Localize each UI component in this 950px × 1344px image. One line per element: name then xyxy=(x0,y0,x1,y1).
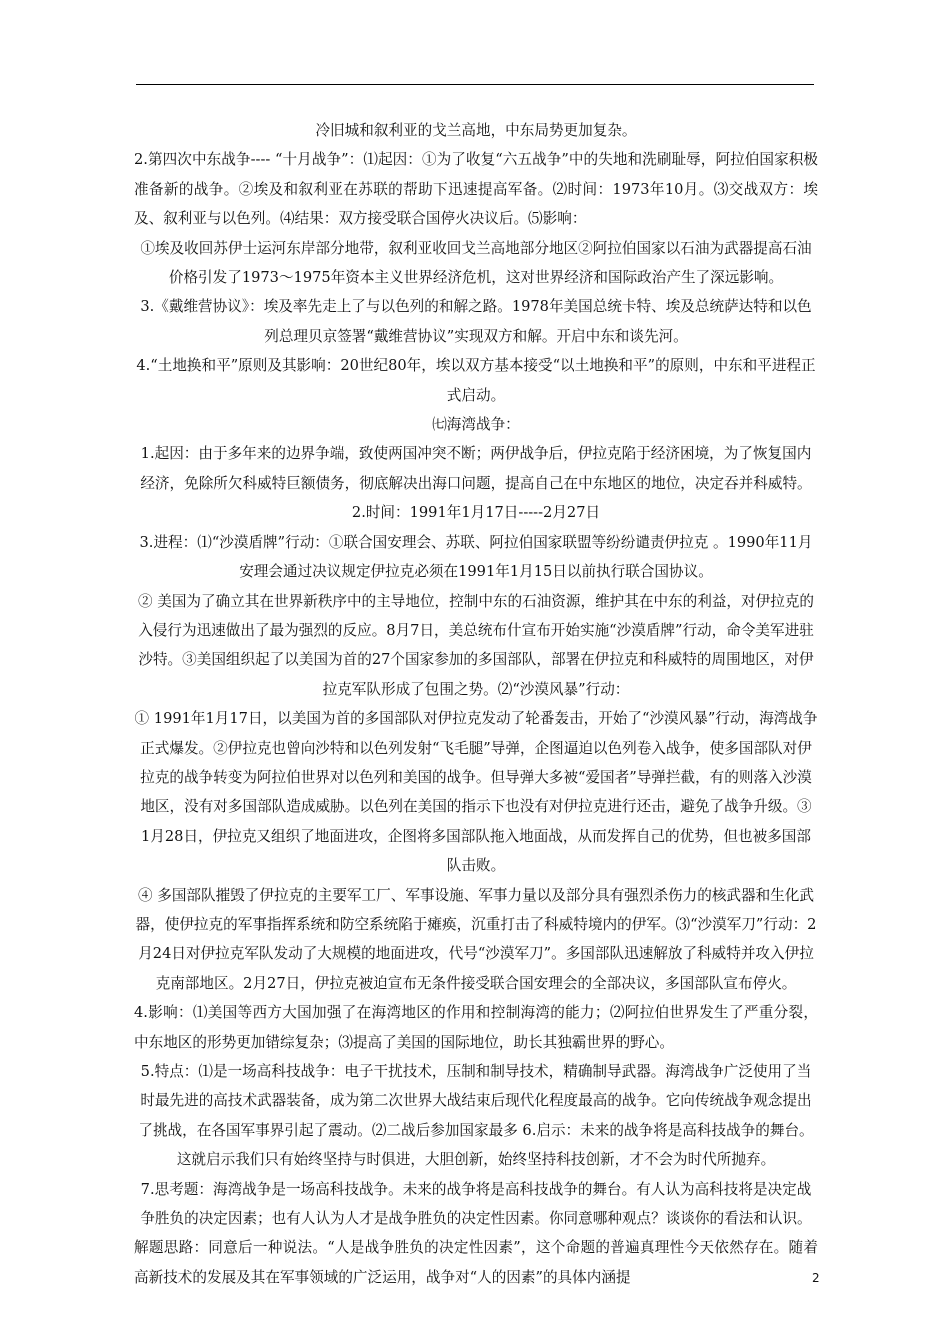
paragraph-us-response: ② 美国为了确立其在世界新秩序中的主导地位，控制中东的石油资源，维护其在中东的利益，对伊拉克的入侵行为迅速做出了最为强烈的反应。8月7日，美总统布什宣布开始实施“沙漠盾牌”行动，命令美军进驻沙特。③美国组织起了以美国为首的27个国家参加的多国部队，部署在伊拉克和科威特的周围地区，对伊拉克军队形成了包围之势。⑵“沙漠风暴”行动： xyxy=(138,592,814,698)
paragraph-golan-heights: 冷旧城和叙利亚的戈兰高地，中东局势更加复杂。 xyxy=(315,122,637,139)
header-rule xyxy=(136,84,814,85)
paragraph-war-impact: ①埃及收回苏伊士运河东岸部分地带，叙利亚收回戈兰高地部分地区②阿拉伯国家以石油为武器提高石油价格引发了1973～1975年资本主义世界经济危机，这对世界经济和国际政治产生了深远影响。 xyxy=(140,239,812,287)
paragraph-question: 7.思考题：海湾战争是一场高科技战争。未来的战争将是高科技战争的舞台。有人认为高科技将是决定战争胜负的决定因素；也有人认为人才是战争胜负的决定性因素。你同意哪种观点？谈谈你的看法和认识。 xyxy=(140,1180,812,1228)
paragraph-desert-sabre: ④ 多国部队摧毁了伊拉克的主要军工厂、军事设施、军事力量以及部分具有强烈杀伤力的核武器和生化武器，使伊拉克的军事指挥系统和防空系统陷于瘫痪，沉重打击了科威特境内的伊军。⑶“沙漠军刀”行动：2月24日对伊拉克军队发动了大规模的地面进攻，代号“沙漠军刀”。多国部队迅速解放了科威特并攻入伊拉克南部地区。2月27日，伊拉克被迫宣布无条件接受联合国安理会的全部决议，多国部队宣布停火。 xyxy=(135,886,817,992)
section-heading-gulf-war: ㈦海湾战争： xyxy=(432,416,520,434)
paragraph-gulf-war-cause: 1.起因：由于多年来的边界争端，致使两国冲突不断；两伊战争后，伊拉克陷于经济困境，为了恢复国内经济，免除所欠科威特巨额债务，彻底解决出海口问题，提高自己在中东地区的地位，决定吞并科威特。 2.时间：1991年1月17日-----2月27日 xyxy=(140,445,812,522)
paragraph-gulf-war-impact: 4.影响：⑴美国等西方大国加强了在海湾地区的作用和控制海湾的能力；⑵阿拉伯世界发生了严重分裂，中东地区的形势更加错综复杂；⑶提高了美国的国际地位，助长其独霸世界的野心。 xyxy=(134,1004,818,1051)
paragraph-fourth-mideast-war: 2.第四次中东战争---- “十月战争”：⑴起因：①为了收复“六五战争”中的失地和洗刷耻辱，阿拉伯国家积极准备新的战争。②埃及和叙利亚在苏联的帮助下迅速提高军备。⑵时间：1973年10月。⑶交战双方：埃及、叙利亚与以色列。⑷结果：双方接受联合国停火决议后。⑸影响： xyxy=(134,151,818,228)
document-body xyxy=(134,116,818,1292)
page-number: 2 xyxy=(812,1271,820,1285)
paragraph-answer-approach: 解题思路：同意后一种说法。“人是战争胜负的决定性因素”，这个命题的普遍真理性今天依然存在。随着高新技术的发展及其在军事领域的广泛运用，战争对“人的因素”的具体内涵提 xyxy=(134,1239,818,1286)
paragraph-desert-storm: ① 1991年1月17日，以美国为首的多国部队对伊拉克发动了轮番轰击，开始了“沙漠风暴”行动，海湾战争正式爆发。②伊拉克也曾向沙特和以色列发射“飞毛腿”导弹，企图逼迫以色列卷入战争，使多国部队对伊拉克的战争转变为阿拉伯世界对以色列和美国的战争。但导弹大多被“爱国者”导弹拦截，有的则落入沙漠地区，没有对多国部队造成威胁。以色列在美国的指示下也没有对伊拉克进行还击，避免了战争升级。③ 1月28日，伊拉克又组织了地面进攻，企图将多国部队拖入地面战，从而发挥自己的优势，但也被多国部队击败。 xyxy=(134,710,818,875)
paragraph-desert-shield: 3.进程：⑴“沙漠盾牌”行动：①联合国安理会、苏联、阿拉伯国家联盟等纷纷谴责伊拉克 。1990年11月安理会通过决议规定伊拉克必须在1991年1月15日以前执行联合国协议。 xyxy=(139,533,813,581)
paragraph-gulf-war-features: 5.特点：⑴是一场高科技战争：电子干扰技术，压制和制导技术，精确制导武器。海湾战争广泛使用了当时最先进的高技术武器装备，成为第二次世界大战结束后现代化程度最高的战争。它向传统战争观念提出了挑战，在各国军事界引起了震动。⑵二战后参加国家最多 6.启示：未来的战争将是高科技战争的舞台。这就启示我们只有始终坚持与时俱进，大胆创新，始终坚持科技创新，才不会为时代所抛弃。 xyxy=(138,1063,814,1169)
paragraph-land-for-peace: 4.“土地换和平”原则及其影响：20世纪80年，埃以双方基本接受“以土地换和平”的原则，中东和平进程正式启动。 xyxy=(136,357,816,404)
paragraph-camp-david: 3.《戴维营协议》：埃及率先走上了与以色列的和解之路。1978年美国总统卡特、埃及总统萨达特和以色列总理贝京签署“戴维营协议”实现双方和解。开启中东和谈先河。 xyxy=(140,298,812,345)
